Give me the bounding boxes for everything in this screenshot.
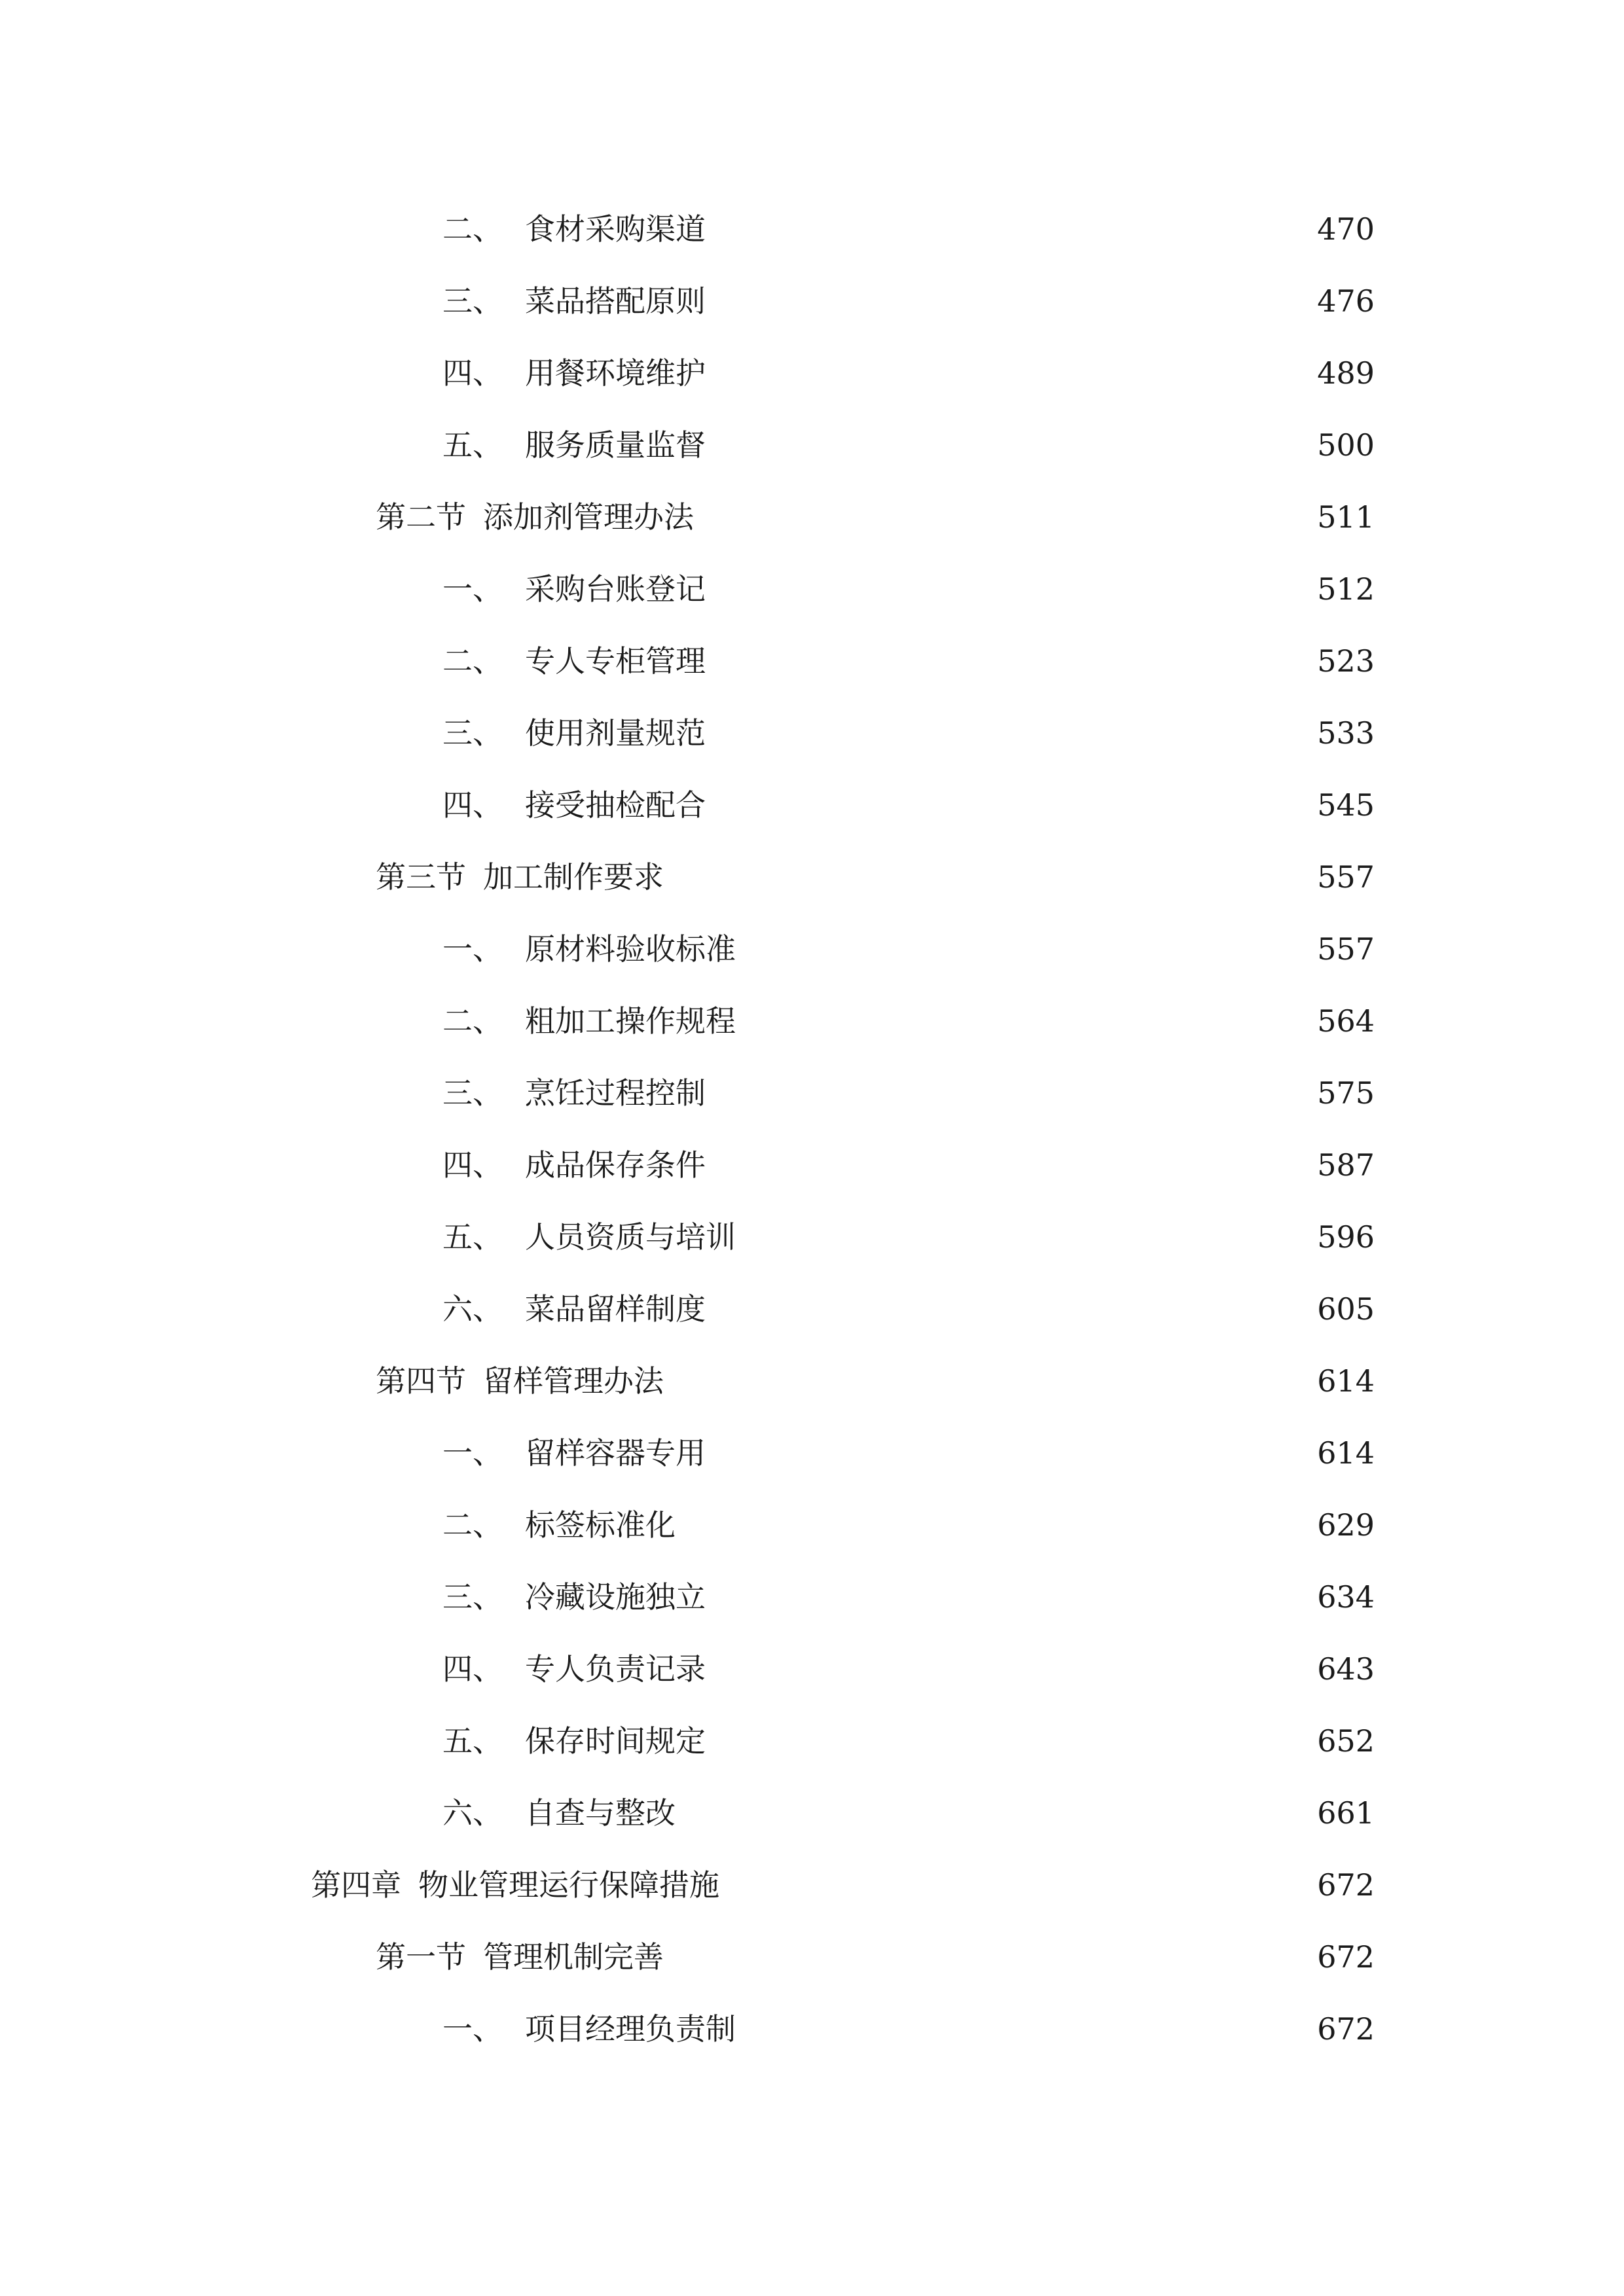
toc-dot-leader [716, 1283, 1307, 1335]
toc-entry-title: 留样管理办法 [483, 1363, 664, 1399]
toc-entry-title: 专人专柜管理 [525, 643, 706, 679]
toc-entry-title: 留样容器专用 [525, 1435, 706, 1471]
toc-entry-title: 食材采购渠道 [525, 211, 706, 247]
toc-page-number: 672 [1317, 1867, 1375, 1903]
toc-dot-leader [716, 1139, 1307, 1191]
toc-entry-title: 项目经理负责制 [525, 2011, 736, 2047]
toc-dot-leader [716, 1643, 1307, 1695]
toc-entry-number: 第二节 [376, 499, 466, 535]
toc-dot-leader [730, 1859, 1307, 1911]
toc-page-number: 470 [1317, 211, 1375, 247]
toc-entry-title: 保存时间规定 [525, 1723, 706, 1759]
toc-entry-title: 冷藏设施独立 [525, 1579, 706, 1615]
toc-entry-number: 六、 [442, 1795, 503, 1831]
toc-dot-leader [674, 851, 1307, 903]
toc-dot-leader [674, 1931, 1307, 1983]
toc-entry-title: 自查与整改 [525, 1795, 676, 1831]
toc-entry-number: 四、 [442, 787, 503, 823]
toc-dot-leader [716, 203, 1307, 255]
toc-entry[interactable] [442, 1787, 1375, 1839]
toc-page-number: 511 [1317, 499, 1375, 535]
toc-entry-number: 一、 [442, 2011, 503, 2047]
toc-entry[interactable] [442, 275, 1375, 327]
toc-page-number: 512 [1317, 571, 1375, 607]
toc-entry[interactable] [376, 1355, 1375, 1407]
toc-dot-leader [746, 995, 1307, 1047]
toc-entry-title: 菜品搭配原则 [525, 283, 706, 319]
toc-entry-number: 二、 [442, 1003, 503, 1039]
toc-entry-number: 五、 [442, 1723, 503, 1759]
toc-entry-number: 一、 [442, 1435, 503, 1471]
toc-page-number: 533 [1317, 715, 1375, 751]
toc-dot-leader [716, 1067, 1307, 1119]
toc-dot-leader [716, 275, 1307, 327]
toc-entry-title: 加工制作要求 [483, 859, 664, 895]
toc-dot-leader [704, 491, 1307, 543]
toc-entry-number: 四、 [442, 1147, 503, 1183]
toc-entry[interactable] [442, 1211, 1375, 1263]
toc-page-number: 605 [1317, 1291, 1375, 1327]
toc-entry-number: 第三节 [376, 859, 466, 895]
toc-dot-leader [716, 563, 1307, 615]
toc-entry[interactable] [442, 419, 1375, 471]
toc-entry-number: 第一节 [376, 1939, 466, 1975]
toc-entry-number: 四、 [442, 1651, 503, 1687]
toc-entry[interactable] [442, 203, 1375, 255]
toc-dot-leader [746, 1211, 1307, 1263]
toc-entry[interactable] [376, 851, 1375, 903]
toc-entry[interactable] [442, 1715, 1375, 1767]
toc-entry-title: 使用剂量规范 [525, 715, 706, 751]
toc-entry[interactable] [442, 1427, 1375, 1479]
toc-entry-number: 二、 [442, 1507, 503, 1543]
toc-page-number: 545 [1317, 787, 1375, 823]
toc-entry-title: 粗加工操作规程 [525, 1003, 736, 1039]
toc-entry-title: 人员资质与培训 [525, 1219, 736, 1255]
toc-page-number: 634 [1317, 1579, 1375, 1615]
toc-entry-title: 添加剂管理办法 [483, 499, 694, 535]
toc-page-number: 629 [1317, 1507, 1375, 1543]
toc-entry-title: 采购台账登记 [525, 571, 706, 607]
toc-entry-number: 三、 [442, 1579, 503, 1615]
toc-entry-number: 一、 [442, 571, 503, 607]
toc-entry-title: 标签标准化 [525, 1507, 676, 1543]
toc-page-number: 587 [1317, 1147, 1375, 1183]
toc-page-number: 652 [1317, 1723, 1375, 1759]
toc-entry[interactable] [442, 995, 1375, 1047]
toc-dot-leader [716, 1715, 1307, 1767]
toc-entry-number: 一、 [442, 931, 503, 967]
toc-entry[interactable] [442, 347, 1375, 399]
toc-entry-title: 成品保存条件 [525, 1147, 706, 1183]
toc-entry[interactable] [442, 635, 1375, 687]
toc-page-number: 489 [1317, 355, 1375, 391]
toc-dot-leader [716, 347, 1307, 399]
toc-entry-number: 第四章 [311, 1867, 401, 1903]
toc-entry-number: 五、 [442, 427, 503, 463]
toc-entry[interactable] [442, 707, 1375, 759]
toc-entry-number: 三、 [442, 1075, 503, 1111]
toc-entry[interactable] [442, 1139, 1375, 1191]
toc-entry-number: 二、 [442, 211, 503, 247]
toc-entry-title: 用餐环境维护 [525, 355, 706, 391]
toc-page-number: 564 [1317, 1003, 1375, 1039]
toc-entry-title: 菜品留样制度 [525, 1291, 706, 1327]
toc-entry-title: 原材料验收标准 [525, 931, 736, 967]
toc-entry-title: 烹饪过程控制 [525, 1075, 706, 1111]
toc-dot-leader [716, 419, 1307, 471]
toc-entry[interactable] [442, 1067, 1375, 1119]
toc-page-number: 557 [1317, 931, 1375, 967]
toc-entry[interactable] [442, 779, 1375, 831]
toc-dot-leader [716, 779, 1307, 831]
toc-entry-title: 管理机制完善 [483, 1939, 664, 1975]
toc-entry-number: 四、 [442, 355, 503, 391]
toc-page-number: 596 [1317, 1219, 1375, 1255]
toc-entry-title: 物业管理运行保障措施 [418, 1867, 719, 1903]
toc-dot-leader [686, 1499, 1307, 1551]
toc-page-number: 614 [1317, 1363, 1375, 1399]
toc-dot-leader [716, 1427, 1307, 1479]
toc-dot-leader [716, 635, 1307, 687]
toc-entry-number: 二、 [442, 643, 503, 679]
toc-page-number: 476 [1317, 283, 1375, 319]
toc-page-number: 575 [1317, 1075, 1375, 1111]
toc-entry[interactable] [442, 1571, 1375, 1623]
toc-entry-number: 三、 [442, 715, 503, 751]
toc-entry[interactable] [376, 491, 1375, 543]
toc-entry[interactable] [442, 1643, 1375, 1695]
toc-page-number: 661 [1317, 1795, 1375, 1831]
toc-entry[interactable] [442, 2003, 1375, 2055]
toc-dot-leader [716, 707, 1307, 759]
toc-dot-leader [686, 1787, 1307, 1839]
toc-entry[interactable] [442, 923, 1375, 975]
toc-entry[interactable] [442, 1499, 1375, 1551]
toc-page-number: 500 [1317, 427, 1375, 463]
toc-page-number: 672 [1317, 1939, 1375, 1975]
toc-entry-number: 三、 [442, 283, 503, 319]
toc-entry[interactable] [442, 563, 1375, 615]
toc-dot-leader [746, 2003, 1307, 2055]
toc-entry-number: 第四节 [376, 1363, 466, 1399]
toc-entry-title: 服务质量监督 [525, 427, 706, 463]
toc-entry-title: 接受抽检配合 [525, 787, 706, 823]
toc-entry[interactable] [442, 1283, 1375, 1335]
toc-page-number: 643 [1317, 1651, 1375, 1687]
toc-entry-number: 五、 [442, 1219, 503, 1255]
toc-entry-number: 六、 [442, 1291, 503, 1327]
toc-entry[interactable] [376, 1931, 1375, 1983]
toc-entry-title: 专人负责记录 [525, 1651, 706, 1687]
toc-dot-leader [674, 1355, 1307, 1407]
toc-dot-leader [716, 1571, 1307, 1623]
toc-entry[interactable] [311, 1859, 1375, 1911]
toc-page-number: 523 [1317, 643, 1375, 679]
toc-page-number: 557 [1317, 859, 1375, 895]
toc-page-number: 672 [1317, 2011, 1375, 2047]
toc-page-number: 614 [1317, 1435, 1375, 1471]
toc-dot-leader [746, 923, 1307, 975]
